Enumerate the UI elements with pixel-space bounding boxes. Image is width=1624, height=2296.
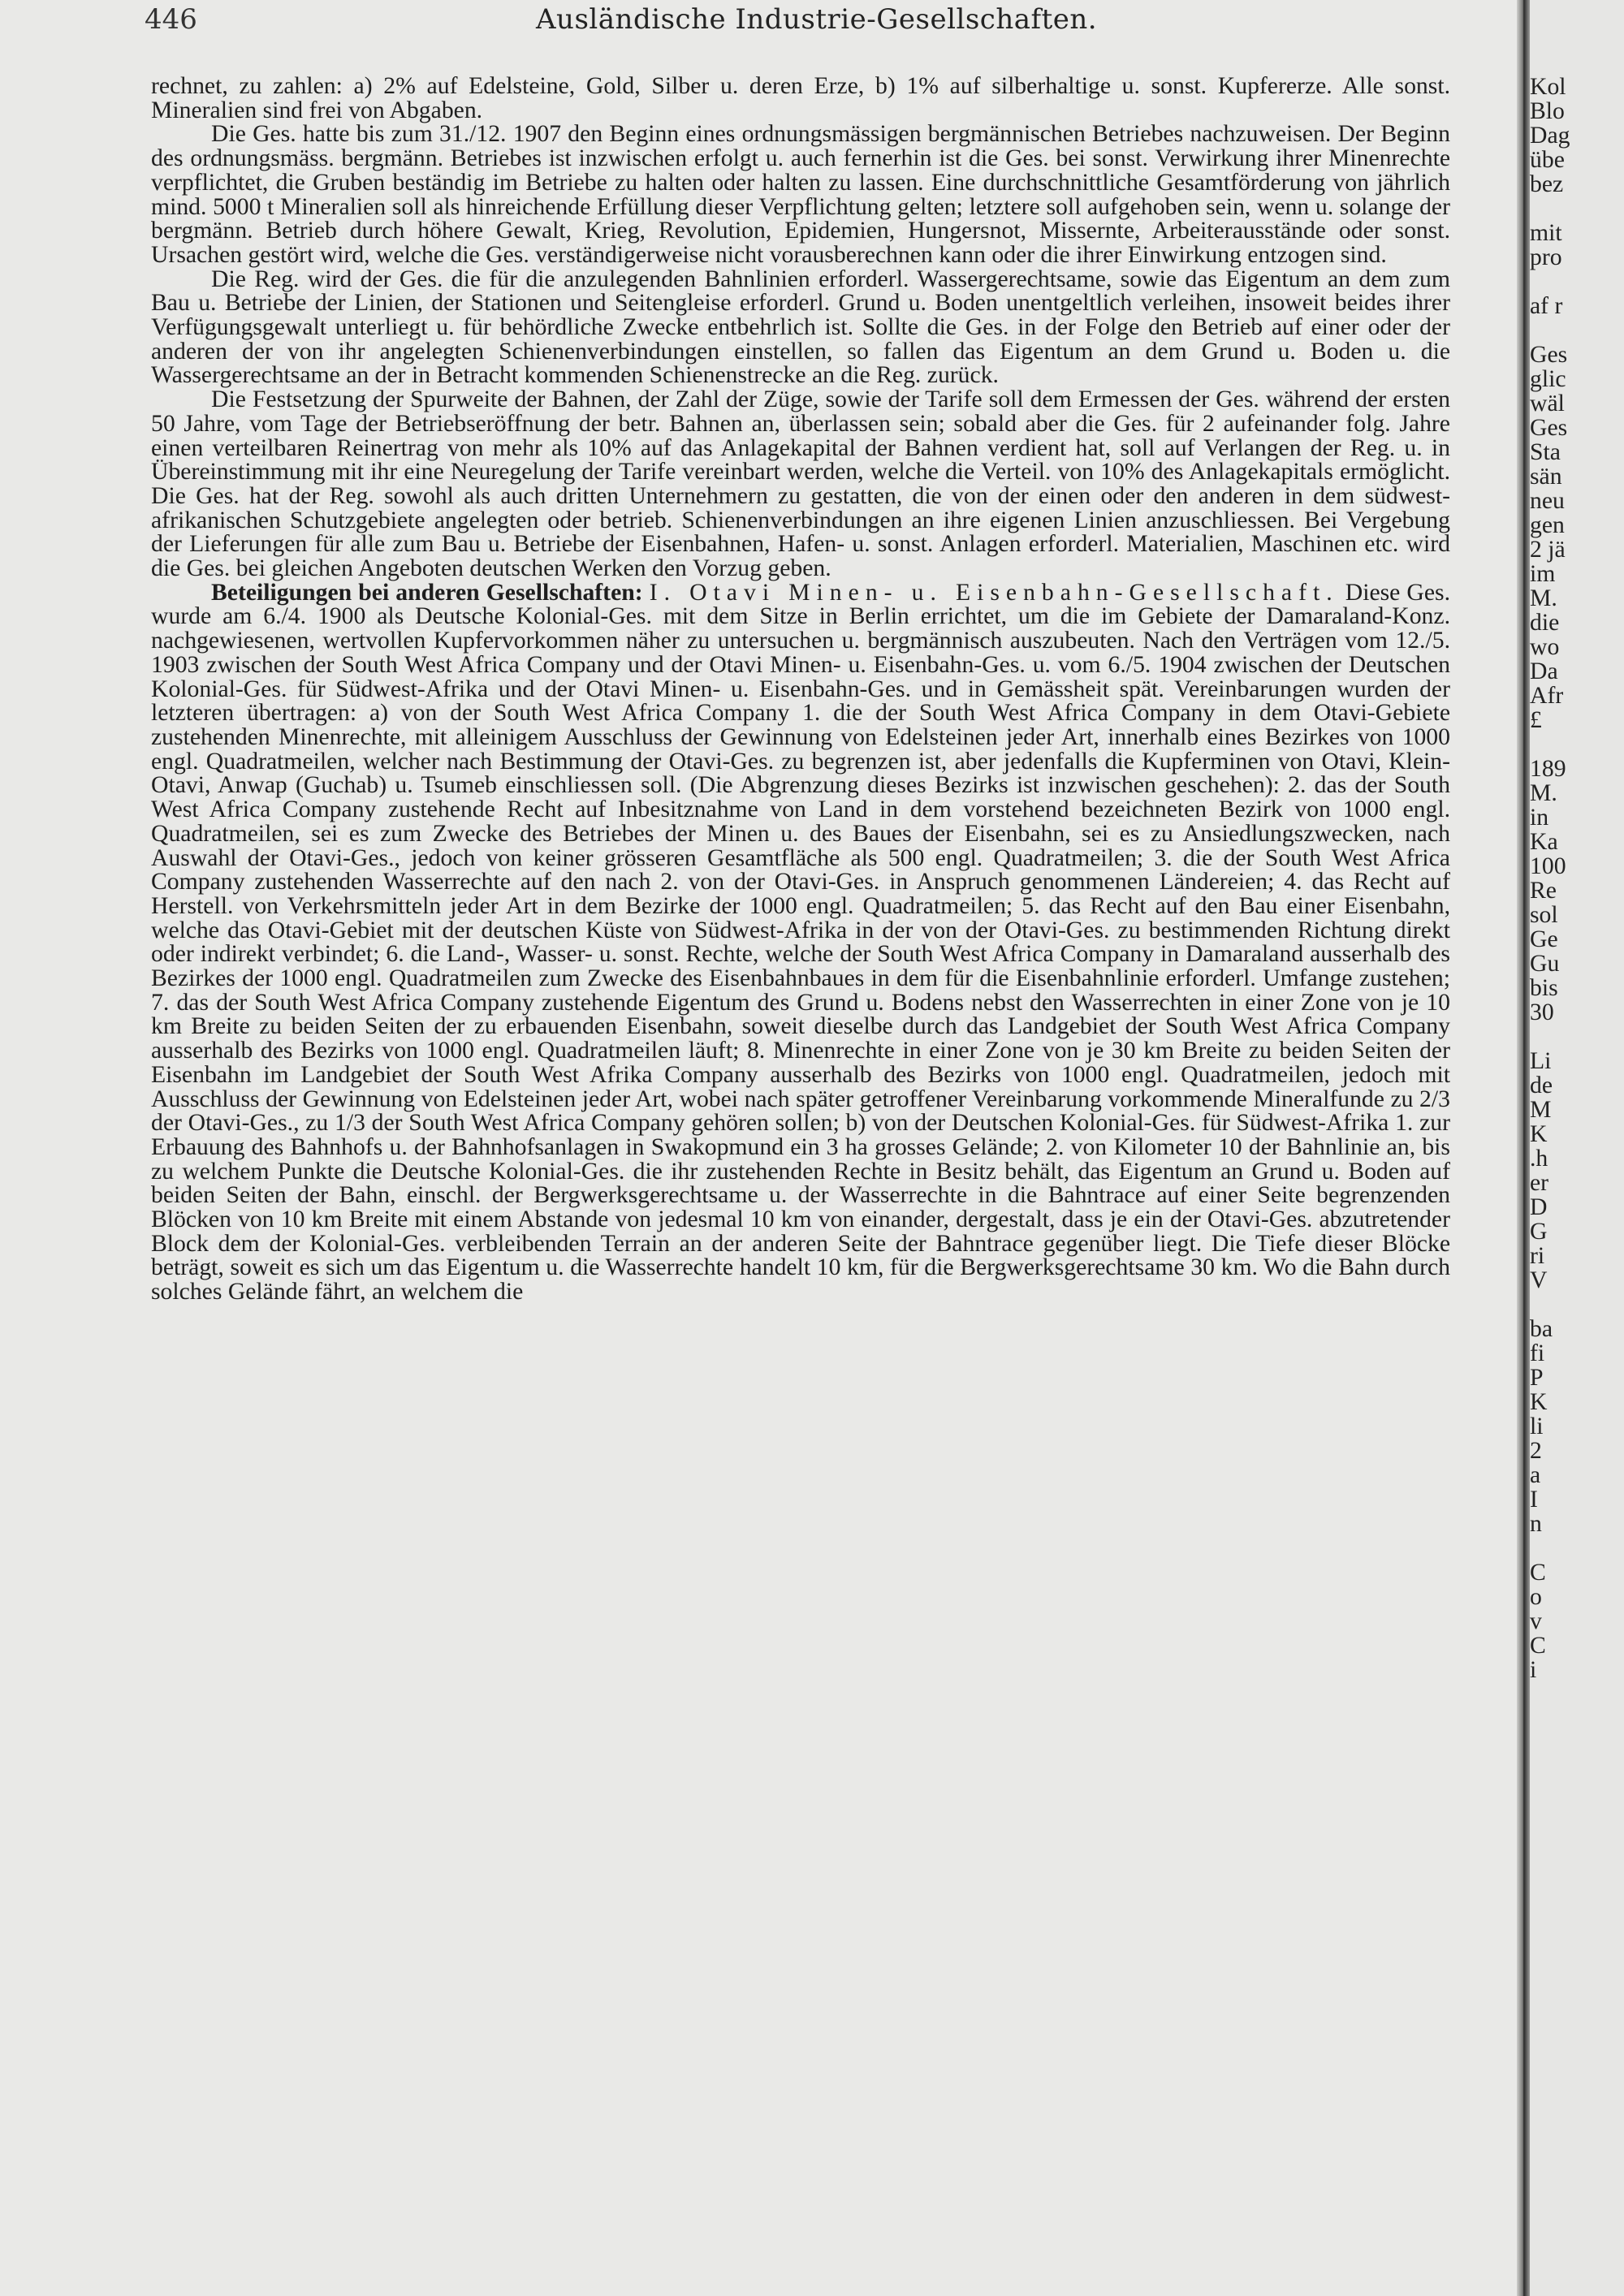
fragment-line: 30 bbox=[1530, 999, 1554, 1025]
fragment-line bbox=[1530, 196, 1624, 221]
paragraph bbox=[151, 75, 1450, 123]
fragment-line: £ bbox=[1530, 707, 1542, 733]
fragment-line bbox=[1530, 270, 1624, 294]
section-heading: Beteiligungen bei anderen Gesellschaften: bbox=[211, 579, 643, 606]
fragment-line: ri bbox=[1530, 1243, 1545, 1269]
adjacent-page-edge bbox=[1530, 0, 1624, 2296]
paragraph bbox=[151, 123, 1450, 267]
fragment-line: Re bbox=[1530, 878, 1557, 904]
fragment-line bbox=[1530, 1293, 1624, 1317]
fragment-line: Ges bbox=[1530, 415, 1568, 441]
fragment-line: o bbox=[1530, 1584, 1542, 1610]
fragment-line: Ge bbox=[1530, 926, 1558, 952]
fragment-line: 2 jä bbox=[1530, 537, 1566, 563]
fragment-line: Li bbox=[1530, 1048, 1552, 1074]
fragment-line: C bbox=[1530, 1633, 1546, 1659]
fragment-line: gen bbox=[1530, 512, 1565, 538]
fragment-line: Sta bbox=[1530, 439, 1561, 465]
book-gutter bbox=[1517, 0, 1530, 2296]
fragment-line: M bbox=[1530, 1097, 1552, 1123]
fragment-line: glic bbox=[1530, 366, 1566, 392]
fragment-line bbox=[1530, 1536, 1624, 1560]
fragment-line: I bbox=[1530, 1487, 1538, 1513]
fragment-line: wo bbox=[1530, 634, 1560, 660]
fragment-line: 189 bbox=[1530, 756, 1566, 782]
body-text bbox=[151, 75, 1450, 1305]
fragment-line: K bbox=[1530, 1121, 1548, 1147]
paragraph-text: Die Ges. hatte bis zum 31./12. 1907 den Beginn eines ordnungsmässigen bergmännischen Betriebes nachzuweisen. Der Beginn des ordnungsmäss. bergmänn. Betriebes ist inzwischen erfolgt u. auch fernerhin ist die Ges. bei sonst. Verwirkung ihrer Minenrechte verpflichtet, die Gruben beständig im Betriebe zu halten oder halten zu lassen. Eine durchschnittliche Gesamtförderung von jährlich mind. 5000 t Mineralien soll als hinreichende Erfüllung dieser Verpflichtung gelten; letztere soll aufgehoben sein, wenn u. solange der bergmänn. Betrieb durch höhere Gewalt, Krieg, Revolution, Epidemien, Hungersnot, Missernte, Arbeiterausstände oder sonst. Ursachen gestört wird, welche die Ges. verständigerweise nicht vorausberechnen kann oder die ihrer Einwirkung entzogen sind. bbox=[151, 121, 1450, 268]
fragment-line: Kol bbox=[1530, 74, 1566, 100]
fragment-line: G bbox=[1530, 1219, 1548, 1245]
fragment-line: bis bbox=[1530, 975, 1558, 1001]
fragment-line: V bbox=[1530, 1267, 1548, 1293]
fragment-line bbox=[1530, 732, 1624, 757]
fragment-line: übe bbox=[1530, 147, 1565, 173]
paragraph-text: rechnet, zu zahlen: a) 2% auf Edelsteine, Gold, Silber u. deren Erze, b) 1% auf silberhaltige u. sonst. Kupfererze. Alle sonst. Mineralien sind frei von Abgaben. bbox=[151, 73, 1450, 123]
page-number: 446 bbox=[145, 3, 197, 36]
fragment-line: sol bbox=[1530, 902, 1558, 928]
fragment-line: im bbox=[1530, 561, 1556, 587]
fragment-line: 2 bbox=[1530, 1438, 1542, 1464]
fragment-line: Ka bbox=[1530, 829, 1558, 855]
fragment-line bbox=[1530, 318, 1624, 343]
fragment-line: fi bbox=[1530, 1340, 1545, 1366]
paragraph bbox=[151, 265, 1450, 389]
fragment-line: Ges bbox=[1530, 342, 1568, 368]
fragment-line: i bbox=[1530, 1657, 1537, 1683]
fragment-line: in bbox=[1530, 805, 1549, 831]
fragment-line: 100 bbox=[1530, 853, 1566, 879]
fragment-line: Dag bbox=[1530, 123, 1570, 149]
fragment-line: sän bbox=[1530, 464, 1562, 490]
fragment-line: de bbox=[1530, 1072, 1553, 1098]
fragment-line: af r bbox=[1530, 293, 1563, 319]
adjacent-page-fragments bbox=[1530, 75, 1624, 1682]
fragment-line: M. bbox=[1530, 780, 1557, 806]
company-name: I. Otavi Minen- u. Eisenbahn-Gesellschaft. bbox=[649, 579, 1339, 606]
fragment-line: P bbox=[1530, 1365, 1544, 1391]
fragment-line: wäl bbox=[1530, 391, 1565, 416]
fragment-line bbox=[1530, 1025, 1624, 1049]
fragment-line: K bbox=[1530, 1389, 1548, 1415]
fragment-line: M. bbox=[1530, 585, 1557, 611]
paragraph-text: Die Reg. wird der Ges. die für die anzulegenden Bahnlinien erforderl. Wassergerechtsame, sowie das Eigentum an dem zum Bau u. Betriebe der Linien, der Stationen und Seitengleise erforderl. Grund u. Boden unentgeltlich verleihen, insoweit beides ihrer Verfügungsgewalt unterliegt u. für behördliche Zwecke entbehrlich ist. Sollte die Ges. in der Folge den Betrieb auf einer oder der anderen der von ihr angelegten Schienenverbindungen einstellen, so fallen das Eigentum an dem Grund u. Boden u. die Wassergerechtsame an der in Betracht kommenden Schienenstrecke an die Reg. zurück. bbox=[151, 265, 1450, 389]
fragment-line: a bbox=[1530, 1462, 1541, 1488]
fragment-line: Blo bbox=[1530, 98, 1565, 124]
running-title: Ausländische Industrie-Gesellschaften. bbox=[536, 3, 1098, 36]
paragraph-text: Diese Ges. wurde am 6./4. 1900 als Deutsche Kolonial-Ges. mit dem Sitze in Berlin errichtet, um die im Gebiete der Damaraland-Konz. nachgewiesenen, wertvollen Kupfervorkommen näher zu untersuchen u. bergmännisch auszubeuten. Nach den Verträgen vom 12./5. 1903 zwischen der South West Africa Company und der Otavi Minen- u. Eisenbahn-Ges. u. vom 6./5. 1904 zwischen der Deutschen Kolonial-Ges. für Südwest-Afrika und der Otavi Minen- u. Eisenbahn-Ges. und in Gemässheit spät. Vereinbarungen wurden der letzteren übertragen: a) von der South West Africa Company 1. die der South West Africa Company in dem Otavi-Gebiete zustehenden Minenrechte, mit alleinigem Ausschluss der Gewinnung von Edelsteinen jeder Art, innerhalb eines Bezirkes von 1000 engl. Quadratmeilen, welcher nach Bestimmung der Otavi-Ges. zu begrenzen ist, aber jedenfalls die Kupferminen von Otavi, Klein-Otavi, Anwap (Guchab) u. Tsumeb einschliessen soll. (Die Abgrenzung dieses Bezirks ist inzwischen geschehen): 2. das der South West Africa Company zustehende Recht auf Inbesitznahme von Land in dem vorstehend bezeichneten Bezirk von 1000 engl. Quadratmeilen, sei es zum Zwecke des Betriebes der Minen u. des Baues der Eisenbahn, sei es zu Ansiedlungszwecken, nach Auswahl der Otavi-Ges., jedoch von keiner grösseren Gesamtfläche als 500 engl. Quadratmeilen; 3. die der South West Africa Company zustehenden Wasserrechte auf den nach 2. von der Otavi-Ges. in Anspruch genommenen Ländereien; 4. das Recht auf Herstell. von Verkehrsmitteln jeder Art in dem Bezirke der 1000 engl. Quadratmeilen; 5. das Recht auf den Bau einer Eisenbahn, welche das Otavi-Gebiet mit der deutschen Küste von Südwest-Afrika in der von der Otavi-Ges. zu bestimmenden Richtung direkt oder indirekt verbindet; 6. die Land-, Wasser- u. sonst. Rechte, welche der South West Africa Company in Damaraland ausserhalb des Bezirkes der 1000 engl. Quadratmeilen zum Zwecke des Eisenbahnbaues in dem für die Eisenbahnlinie erforderl. Umfange zustehen; 7. das der South West Africa Company zustehende Eigentum des Grund u. Bodens nebst den Wasserrechten in einer Zone von je 10 km Breite zu beiden Seiten der zu erbauenden Eisenbahn, soweit dieselbe durch das Landgebiet der South West Africa Company ausserhalb des Bezirks von 1000 engl. Quadratmeilen läuft; 8. Minenrechte in einer Zone von je 30 km Breite zu beiden Seiten der Eisenbahn im Landgebiet der South West Afrika Company ausserhalb des Bezirks von 1000 engl. Quadratmeilen, jedoch mit Ausschluss der Gewinnung von Edelsteinen jeder Art, wobei nach später getroffener Vereinbarung vorkommende Mineralfunde zu 2/3 der Otavi-Ges., zu 1/3 der South West Africa Company gehören sollen; b) von der Deutschen Kolonial-Ges. für Südwest-Afrika 1. zur Erbauung des Bahnhofs u. der Bahnhofsanlagen in Swakopmund ein 3 ha grosses Gelände; 2. von Kilometer 10 der Bahnlinie an, bis zu welchem Punkte die Deutsche Kolonial-Ges. die ihr zustehenden Rechte in Besitz behält, das Eigentum an Grund u. Boden auf beiden Seiten der Bahn, einschl. der Bergwerksgerechtsame u. der Wasserrechte in die Bahntrace auf einer Seite begrenzenden Blöcken von 10 km Breite mit einem Abstande von jedesmal 10 km von einander, dergestalt, dass je ein der Otavi-Ges. abzutretender Block dem der Kolonial-Ges. verbleibenden Terrain an der anderen Seite der Bahntrace gegenüber liegt. Die Tiefe dieser Blöcke beträgt, soweit es sich um das Eigentum u. die Wasserrechte handelt 10 km, für die Bergwerksgerechtsame 30 km. Wo die Bahn durch solches Gelände fährt, an welchem die bbox=[151, 579, 1451, 1306]
paragraph bbox=[151, 388, 1450, 581]
fragment-line: .h bbox=[1530, 1146, 1548, 1172]
fragment-line: ba bbox=[1530, 1316, 1553, 1342]
fragment-line: D bbox=[1530, 1194, 1548, 1220]
fragment-line: bez bbox=[1530, 171, 1564, 197]
fragment-line: li bbox=[1530, 1413, 1544, 1439]
fragment-line: Da bbox=[1530, 658, 1558, 684]
fragment-line: Gu bbox=[1530, 951, 1560, 977]
paragraph-text: Die Festsetzung der Spurweite der Bahnen, der Zahl der Züge, sowie der Tarife soll dem Ermessen der Ges. während der ersten 50 Jahre, vom Tage der Betriebseröffnung der betr. Bahnen an, überlassen sein; sobald aber die Ges. für 2 aufeinander folg. Jahre einen verteilbaren Reinertrag von mehr als 10% auf das Anlagekapital der Bahnen verdient hat, soll auf Verlangen der Reg. u. in Übereinstimmung mit ihr eine Neuregelung der Tarife vereinbart werden, welche die Verteil. von 10% des Anlagekapitals ermöglicht. Die Ges. hat der Reg. sowohl als auch dritten Unternehmern zu gestatten, die von der einen oder den anderen in dem südwest-afrikanischen Schutzgebiete angelegten oder betrieb. Schienenverbindungen an ihre eigenen Linien anzuschliessen. Bei Vergebung der Lieferungen für alle zum Bau u. Betriebe der Eisenbahnen, Hafen- u. sonst. Anlagen erforderl. Materialien, Maschinen etc. wird die Ges. bei gleichen Angeboten deutschen Werken den Vorzug geben. bbox=[151, 386, 1450, 582]
fragment-line: v bbox=[1530, 1608, 1542, 1634]
paragraph bbox=[151, 581, 1450, 1305]
fragment-line: Afr bbox=[1530, 683, 1564, 709]
fragment-line: C bbox=[1530, 1560, 1546, 1586]
fragment-line: n bbox=[1530, 1511, 1542, 1537]
fragment-line: neu bbox=[1530, 488, 1565, 514]
fragment-line: mit bbox=[1530, 220, 1562, 246]
fragment-line: pro bbox=[1530, 244, 1562, 270]
fragment-line: er bbox=[1530, 1170, 1549, 1196]
fragment-line: die bbox=[1530, 610, 1560, 636]
